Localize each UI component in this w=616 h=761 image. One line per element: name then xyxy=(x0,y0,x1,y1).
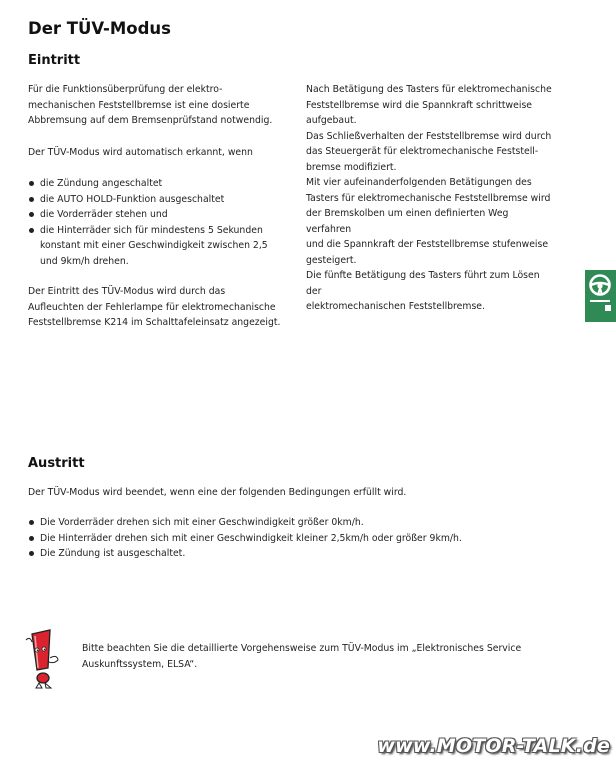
text-line: Abbremsung auf dem Bremsenprüfstand notwendig. xyxy=(28,115,273,126)
text-line: Der TÜV-Modus wird beendet, wenn eine der folgenden Bedingungen erfüllt wird. xyxy=(28,487,407,498)
section-heading-austritt: Austritt xyxy=(28,456,85,471)
list-item: die Hinterräder sich für mindestens 5 Sekunden konstant mit einer Geschwindigkeit zwischen 2,5 und 9km/h drehen. xyxy=(28,223,290,270)
text-line: der Bremskolben um einen definierten Weg verfahren xyxy=(306,208,509,235)
text-line: Das Schließverhalten der Feststellbremse wird durch xyxy=(306,130,552,142)
chapter-tab xyxy=(585,270,616,322)
text-line: Feststellbremse wird die Spannkraft schrittweise xyxy=(306,99,533,111)
warning-figure xyxy=(24,628,66,690)
text-line: Die fünfte Betätigung des Tasters führt zum Lösen der xyxy=(306,270,540,297)
elsa-note xyxy=(82,641,552,672)
list-item: die Vorderräder stehen und xyxy=(28,207,290,223)
exit-conditions-list xyxy=(28,515,548,562)
text-line: Aufleuchten der Fehlerlampe für elektromechanische xyxy=(28,301,276,313)
section-heading-eintritt: Eintritt xyxy=(28,53,81,68)
list-item: Die Vorderräder drehen sich mit einer Geschwindigkeit größer 0km/h. xyxy=(28,515,548,531)
right-column-text xyxy=(306,82,556,268)
text-line: Der Eintritt des TÜV-Modus wird durch das xyxy=(28,286,226,297)
entry-conditions-list xyxy=(28,176,290,269)
steering-wheel-icon xyxy=(585,270,616,322)
text-line: Der TÜV-Modus wird automatisch erkannt, wenn xyxy=(28,147,253,158)
list-item: die AUTO HOLD-Funktion ausgeschaltet xyxy=(28,192,290,208)
text-line: gesteigert. xyxy=(306,254,357,266)
text-line: Tasters für elektromechanische Feststellbremse wird xyxy=(306,192,551,204)
list-item: Die Hinterräder drehen sich mit einer Geschwindigkeit kleiner 2,5km/h oder größer 9km/h. xyxy=(28,531,548,547)
eintritt-intro xyxy=(28,82,288,129)
list-item: Die Zündung ist ausgeschaltet. xyxy=(28,546,548,562)
watermark: www.MOTOR-TALK.de xyxy=(377,735,610,757)
page-title: Der TÜV-Modus xyxy=(28,19,171,38)
fifth-press-text xyxy=(306,268,556,315)
text-line: Auskunftssystem, ELSA“. xyxy=(82,658,198,670)
text-line: aufgebaut. xyxy=(306,115,357,126)
text-line: Bitte beachten Sie die detaillierte Vorgehensweise zum TÜV-Modus im „Elektronisches Service xyxy=(82,643,522,654)
text-line: Feststellbremse K214 im Schalttafeleinsatz angezeigt. xyxy=(28,317,281,328)
exclamation-mark-icon xyxy=(24,628,66,690)
text-line: und die Spannkraft der Feststellbremse stufenweise xyxy=(306,239,549,250)
text-line: bremse modifiziert. xyxy=(306,161,397,173)
text-line: das Steuergerät für elektromechanische Feststell- xyxy=(306,146,539,157)
text-line: Für die Funktionsüberprüfung der elektro- xyxy=(28,84,223,95)
text-line: Nach Betätigung des Tasters für elektromechanische xyxy=(306,84,552,95)
auto-detect-text xyxy=(28,145,288,161)
text-line: mechanischen Feststellbremse ist eine dosierte xyxy=(28,99,250,111)
list-item: die Zündung angeschaltet xyxy=(28,176,290,192)
entry-indicator-text xyxy=(28,284,293,331)
text-line: elektromechanischen Feststellbremse. xyxy=(306,301,485,312)
text-line: Mit vier aufeinanderfolgenden Betätigungen des xyxy=(306,177,532,188)
austritt-intro xyxy=(28,485,528,501)
